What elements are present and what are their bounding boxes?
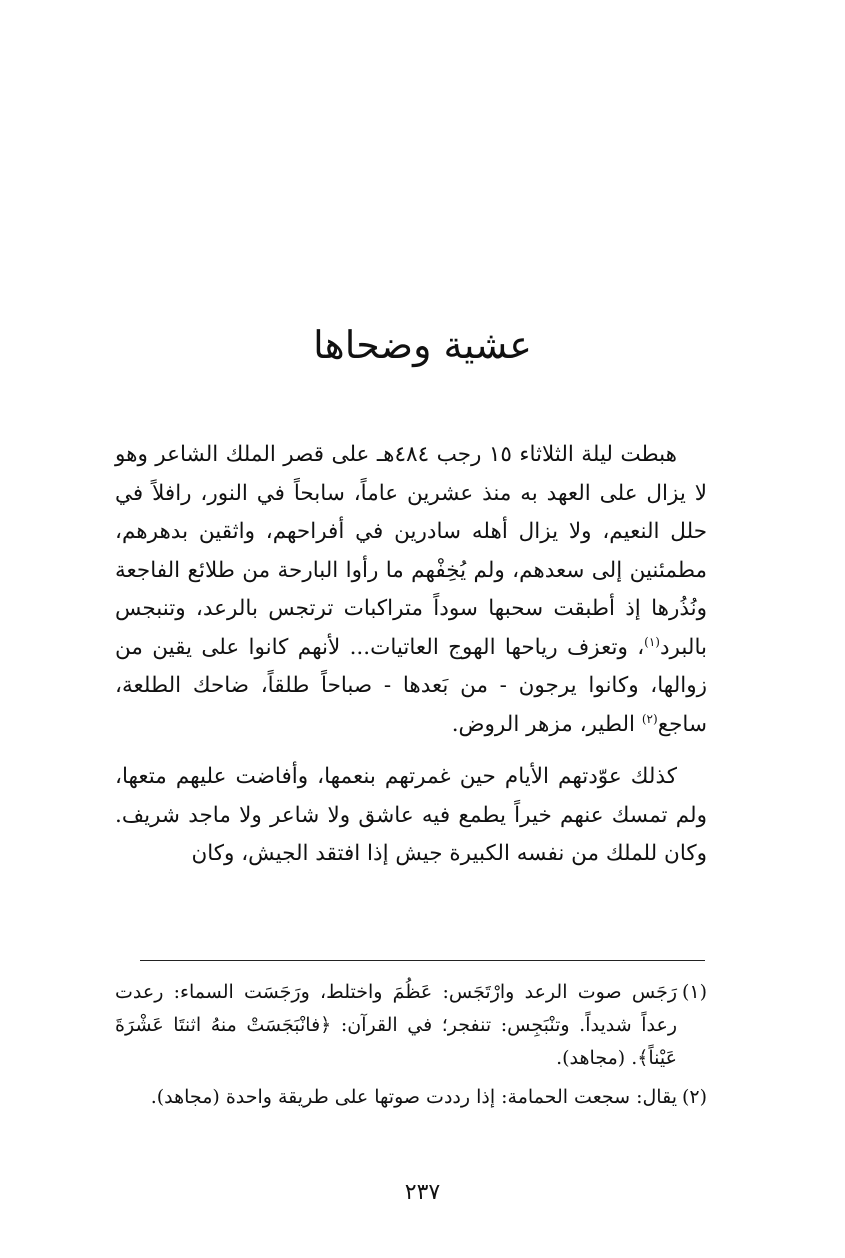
paragraph-2: كذلك عوّدتهم الأيام حين غمرتهم بنعمها، وأفاضت عليهم متعها، ولم تمسك عنهم خيراً يطمع فيه عاشق ولا شاعر ولا ماجد شريف. وكان للملك من نفسه الكبيرة جيش إذا افتقد الجيش، وكان: [115, 764, 707, 866]
footnote-1: [115, 976, 707, 1075]
footnote-2-mark: (٢): [681, 1086, 707, 1108]
footnote-1-text: رَجَس صوت الرعد وارْتَجَس: عَظُمَ واختلط، ورَجَسَت السماء: رعدت رعداً شديداً. وتنْبَجِس: تنفجر؛ في القرآن: ﴿فانْبَجَسَتْ منهُ اثنتَا عَشْرَةَ عَيْناً﴾. (مجاهد).: [115, 981, 677, 1069]
footnote-1-mark: (١): [681, 981, 707, 1003]
footnote-divider: [140, 960, 705, 961]
footnote-ref-2[interactable]: (٢): [641, 711, 658, 726]
footnotes: [115, 976, 707, 1120]
chapter-title: عشية وضحاها: [313, 323, 532, 367]
footnote-ref-1[interactable]: (١): [644, 634, 660, 649]
paragraph-1: [115, 436, 707, 744]
paragraph-1-part-3: الطير، مزهر الروض.: [451, 711, 642, 737]
paragraph-1-part-2: ، وتعزف رياحها الهوج العاتيات... لأنهم كانوا على يقين من زوالها، وكانوا يرجون - من بَعدها - صباحاً طلقاً، ضاحك الطلعة، ساجع: [115, 634, 707, 737]
paragraph-1-part-1: هبطت ليلة الثلاثاء ١٥ رجب ٤٨٤هـ على قصر الملك الشاعر وهو لا يزال على العهد به منذ عشرين عاماً، سابحاً في النور، رافلاً في حلل النعيم، ولا يزال أهله سادرين في أفراحهم، واثقين بدهرهم، مطمئنين إلى سعدهم، ولم يُخِفْهم ما رأوا البارحة من طلائع الفاجعة ونُذُرها إذ أطبقت سحبها سوداً متراكبات ترتجس بالرعد، وتنبجس بالبرد: [115, 442, 707, 660]
footnote-2: [115, 1081, 707, 1114]
body-text: [115, 436, 707, 888]
footnote-2-text: يقال: سجعت الحمامة: إذا رددت صوتها على طريقة واحدة (مجاهد).: [150, 1086, 677, 1108]
page-number: ٢٣٧: [404, 1180, 441, 1205]
